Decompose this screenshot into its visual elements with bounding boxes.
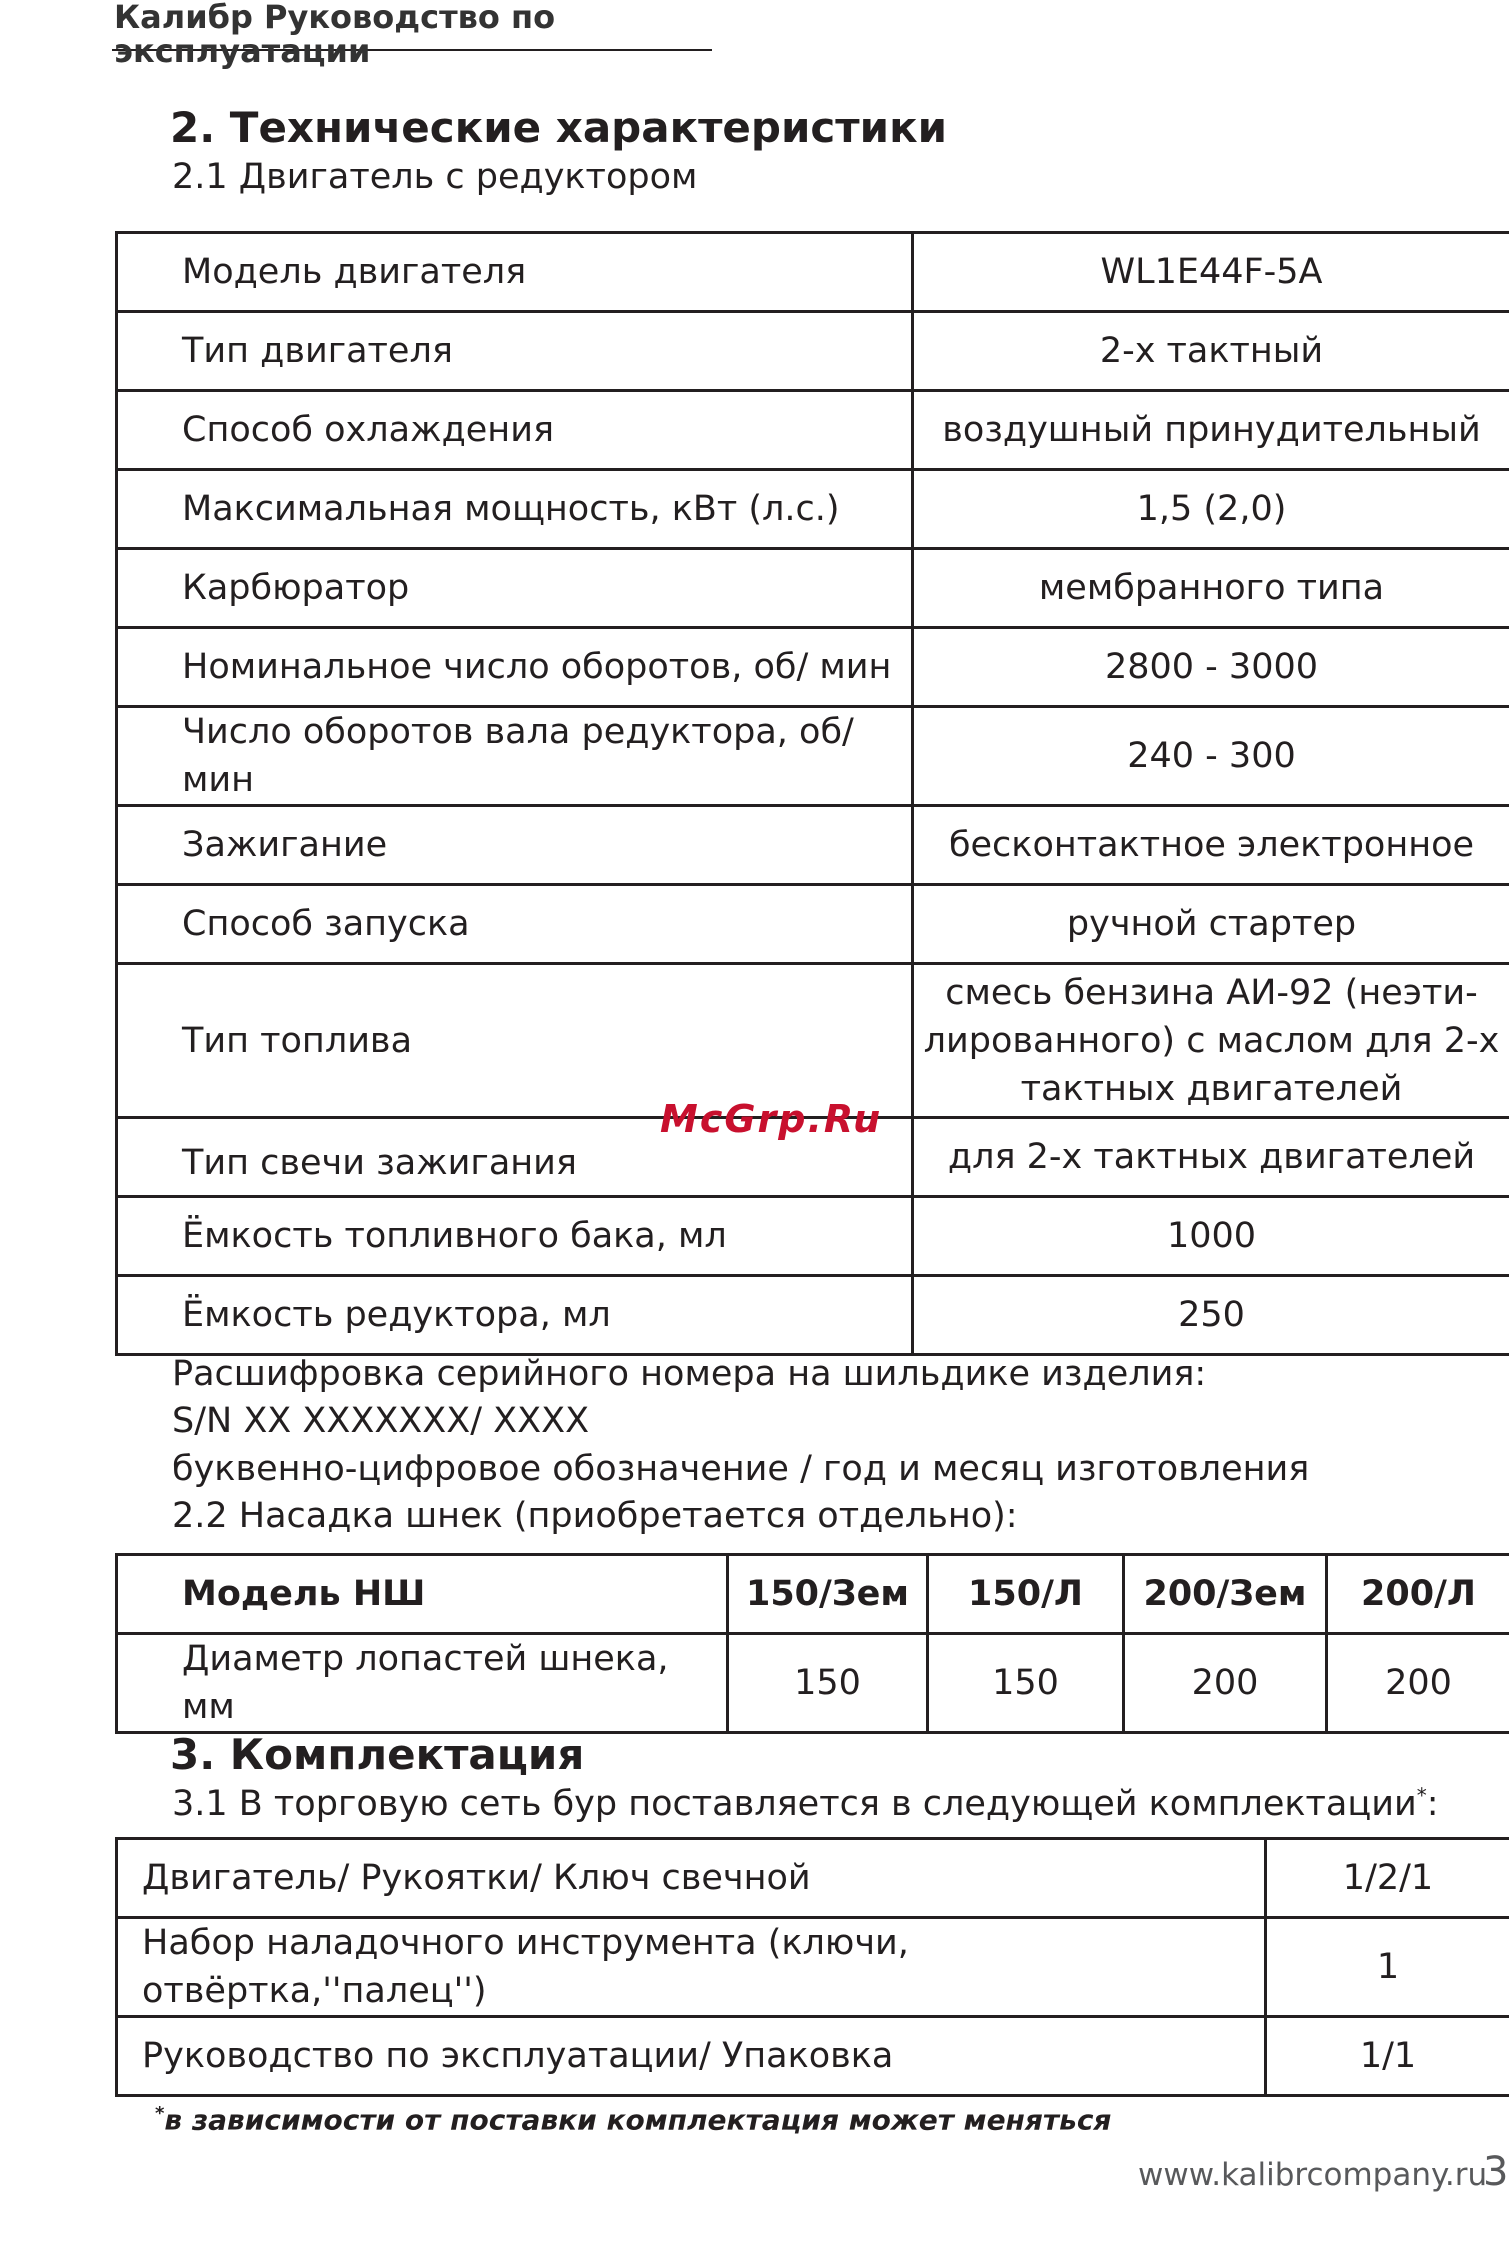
- column-header: 150/Зем: [728, 1555, 928, 1634]
- footnote-mark: *: [155, 2103, 165, 2124]
- table-row: [117, 312, 1509, 391]
- section-3-1-subtitle: [172, 1780, 1438, 1828]
- spec-value-line: лированного) с маслом для 2-х: [923, 1020, 1500, 1061]
- engine-spec-table: [115, 231, 1509, 1356]
- spec-value: 240 - 300: [913, 707, 1509, 806]
- spec-value: для 2-х тактных двигателей: [913, 1118, 1509, 1197]
- kit-item-label: Руководство по эксплуатации/ Упаковка: [117, 2017, 1266, 2096]
- footnote-mark: *: [1416, 1783, 1427, 1808]
- spec-value: бесконтактное электронное: [913, 806, 1509, 885]
- column-header: Модель НШ: [117, 1555, 728, 1634]
- spec-label: Модель двигателя: [117, 233, 913, 312]
- spec-label: Зажигание: [117, 806, 913, 885]
- section-2-1-subtitle: 2.1 Двигатель с редуктором: [172, 157, 698, 197]
- footer-url: www.kalibrcompany.ru: [1138, 2157, 1488, 2193]
- kit-item-label: Двигатель/ Рукоятки/ Ключ свечной: [117, 1839, 1266, 1918]
- spec-label: Карбюратор: [117, 549, 913, 628]
- column-header: 200/Зем: [1124, 1555, 1327, 1634]
- spec-value: мембранного типа: [913, 549, 1509, 628]
- table-row: [117, 964, 1509, 1118]
- section-3-title: 3. Комплектация: [170, 1730, 585, 1779]
- spec-value: 1,5 (2,0): [913, 470, 1509, 549]
- page-number: 3: [1483, 2149, 1509, 2195]
- kit-item-qty: 1/2/1: [1266, 1839, 1509, 1918]
- table-row: [117, 470, 1509, 549]
- spec-label: Способ запуска: [117, 885, 913, 964]
- serial-format: S/N XX XXXXXXX/ XXXX: [172, 1401, 590, 1441]
- section-2-title: 2. Технические характеристики: [170, 103, 947, 152]
- footnote: [155, 2097, 1111, 2137]
- spec-value: 2800 - 3000: [913, 628, 1509, 707]
- table-cell: 150: [728, 1634, 928, 1733]
- spec-value: 2-х тактный: [913, 312, 1509, 391]
- table-row: [117, 1839, 1509, 1918]
- serial-description: буквенно-цифровое обозначение / год и месяц изготовления: [172, 1449, 1310, 1489]
- table-cell: 150: [928, 1634, 1124, 1733]
- running-header: [112, 0, 712, 70]
- table-row: [117, 549, 1509, 628]
- spec-value: ручной стартер: [913, 885, 1509, 964]
- footnote-text: в зависимости от поставки комплектация может меняться: [164, 2103, 1112, 2137]
- table-row: [117, 391, 1509, 470]
- kit-item-qty: 1: [1266, 1918, 1509, 2017]
- table-row: [117, 1634, 1509, 1733]
- spec-value: WL1E44F-5A: [913, 233, 1509, 312]
- table-row: [117, 885, 1509, 964]
- spec-label: Ёмкость редуктора, мл: [117, 1276, 913, 1355]
- table-row: [117, 1197, 1509, 1276]
- spec-label: Тип двигателя: [117, 312, 913, 391]
- table-row: [117, 628, 1509, 707]
- column-header: 150/Л: [928, 1555, 1124, 1634]
- running-header-title: Калибр Руководство по эксплуатации: [114, 0, 556, 70]
- spec-label: Ёмкость топливного бака, мл: [117, 1197, 913, 1276]
- spec-label: Способ охлаждения: [117, 391, 913, 470]
- subtitle-colon: :: [1426, 1784, 1439, 1824]
- kit-item-qty: 1/1: [1266, 2017, 1509, 2096]
- spec-value: 250: [913, 1276, 1509, 1355]
- table-row: [117, 806, 1509, 885]
- kit-item-label: Набор наладочного инструмента (ключи, отвёртка,''палец''): [117, 1918, 1266, 2017]
- table-cell: Диаметр лопастей шнека, мм: [117, 1634, 728, 1733]
- table-header-row: [117, 1555, 1509, 1634]
- spec-value: воздушный принудительный: [913, 391, 1509, 470]
- table-row: [117, 1276, 1509, 1355]
- table-row: [117, 707, 1509, 806]
- spec-label: Номинальное число оборотов, об/ мин: [117, 628, 913, 707]
- table-row: [117, 2017, 1509, 2096]
- kit-table: [115, 1837, 1509, 2097]
- spec-value: 1000: [913, 1197, 1509, 1276]
- table-row: [117, 233, 1509, 312]
- column-header: 200/Л: [1327, 1555, 1509, 1634]
- watermark: McGrp.Ru: [660, 1097, 883, 1141]
- spec-value-multiline: [913, 964, 1509, 1118]
- subtitle-text: 3.1 В торговую сеть бур поставляется в следующей комплектации: [172, 1784, 1417, 1824]
- auger-table: [115, 1553, 1509, 1734]
- table-cell: 200: [1327, 1634, 1509, 1733]
- spec-value-line: смесь бензина АИ-92 (неэти-: [945, 972, 1478, 1013]
- serial-intro: Расшифровка серийного номера на шильдике изделия:: [172, 1354, 1207, 1394]
- spec-label: Тип свечи зажигания: [117, 1118, 913, 1197]
- spec-value-line: тактных двигателей: [1020, 1068, 1403, 1109]
- table-cell: 200: [1124, 1634, 1327, 1733]
- spec-label: Максимальная мощность, кВт (л.с.): [117, 470, 913, 549]
- table-row: [117, 1918, 1509, 2017]
- spec-label: Число оборотов вала редуктора, об/ мин: [117, 707, 913, 806]
- section-2-2-subtitle: 2.2 Насадка шнек (приобретается отдельно):: [172, 1496, 1018, 1536]
- spec-label: Тип топлива: [117, 964, 913, 1118]
